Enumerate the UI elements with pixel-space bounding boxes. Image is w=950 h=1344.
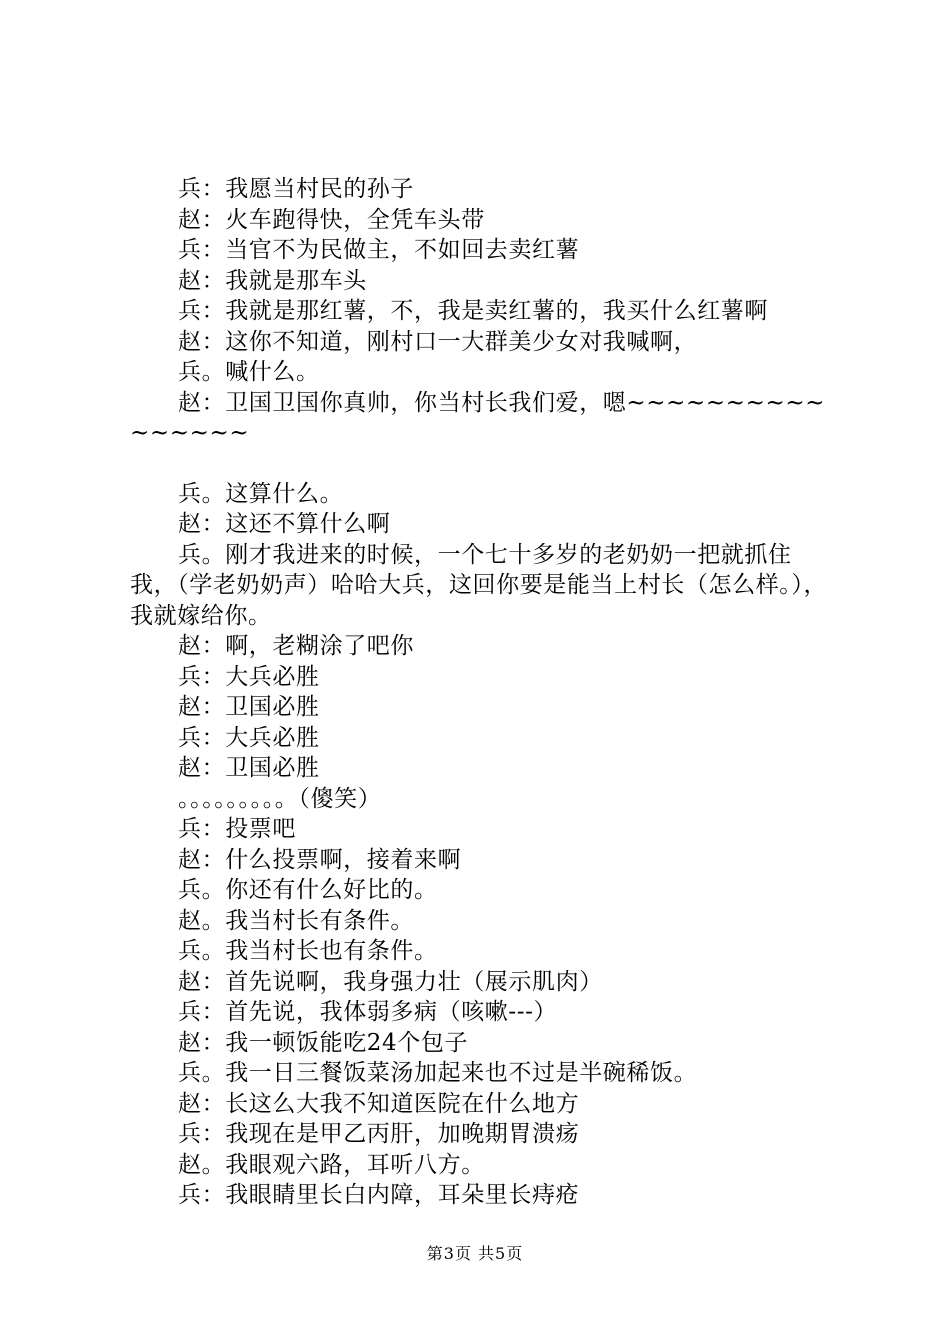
dialogue-line-30: 兵：我眼睛里长白内障，耳朵里长痔疮 (178, 1182, 580, 1208)
page-footer: 第3页 共5页 (426, 1244, 524, 1263)
dialogue-text (130, 174, 830, 1211)
dialogue-line-24: 兵：首先说，我体弱多病（咳嗽---） (178, 999, 558, 1025)
dialogue-line-16: 赵：卫国必胜 (178, 755, 320, 781)
dialogue-line-2: 赵：火车跑得快，全凭车头带 (178, 206, 485, 233)
dialogue-line-18: 兵：投票吧 (178, 816, 296, 842)
dialogue-line-22: 兵。我当村长也有条件。 (178, 938, 438, 964)
dialogue-line-6: 赵：这你不知道，刚村口一大群美少女对我喊啊， (178, 328, 698, 355)
dialogue-line-20: 兵。你还有什么好比的。 (178, 877, 438, 903)
dialogue-line-4: 赵：我就是那车头 (178, 267, 367, 294)
dialogue-line-1: 兵：我愿当村民的孙子 (178, 176, 414, 202)
dialogue-line-17: 。。。。。。。。。（傻笑） (178, 785, 382, 812)
dialogue-line-14: 赵：卫国必胜 (178, 694, 320, 720)
dialogue-line-27: 赵：长这么大我不知道医院在什么地方 (178, 1090, 580, 1117)
dialogue-line-9: 兵。这算什么。 (178, 480, 344, 507)
dialogue-line-5: 兵：我就是那红薯，不，我是卖红薯的，我买什么红薯啊 (178, 298, 768, 324)
dialogue-line-26: 兵。我一日三餐饭菜汤加起来也不过是半碗稀饭。 (178, 1060, 698, 1086)
dialogue-line-28: 兵：我现在是甲乙丙肝，加晚期胃溃疡 (178, 1121, 580, 1147)
dialogue-line-15: 兵：大兵必胜 (178, 724, 320, 751)
dialogue-line-11: 兵。刚才我进来的时候，一个七十多岁的老奶奶一把就抓住我，（学老奶奶声）哈哈大兵，这回你要是能当上村长（怎么样。），我就嫁给你。 (130, 541, 828, 629)
dialogue-line-8: 赵：卫国卫国你真帅，你当村长我们爱，嗯~~~~~~~~~~~~~~~~ (130, 389, 826, 446)
dialogue-line-3: 兵：当官不为民做主，不如回去卖红薯 (178, 237, 580, 263)
dialogue-line-13: 兵：大兵必胜 (178, 663, 320, 690)
dialogue-line-19: 赵：什么投票啊，接着来啊 (178, 846, 462, 873)
dialogue-line-12: 赵：啊，老糊涂了吧你 (178, 633, 414, 659)
dialogue-line-7: 兵。喊什么。 (178, 359, 320, 385)
dialogue-line-10: 赵：这还不算什么啊 (178, 511, 391, 537)
dialogue-line-23: 赵：首先说啊，我身强力壮（展示肌肉） (178, 968, 603, 995)
dialogue-line-25: 赵：我一顿饭能吃24个包子 (178, 1029, 469, 1056)
dialogue-line-21: 赵。我当村长有条件。 (178, 907, 414, 934)
blank-line (130, 449, 830, 479)
dialogue-line-29: 赵。我眼观六路，耳听八方。 (178, 1151, 485, 1178)
